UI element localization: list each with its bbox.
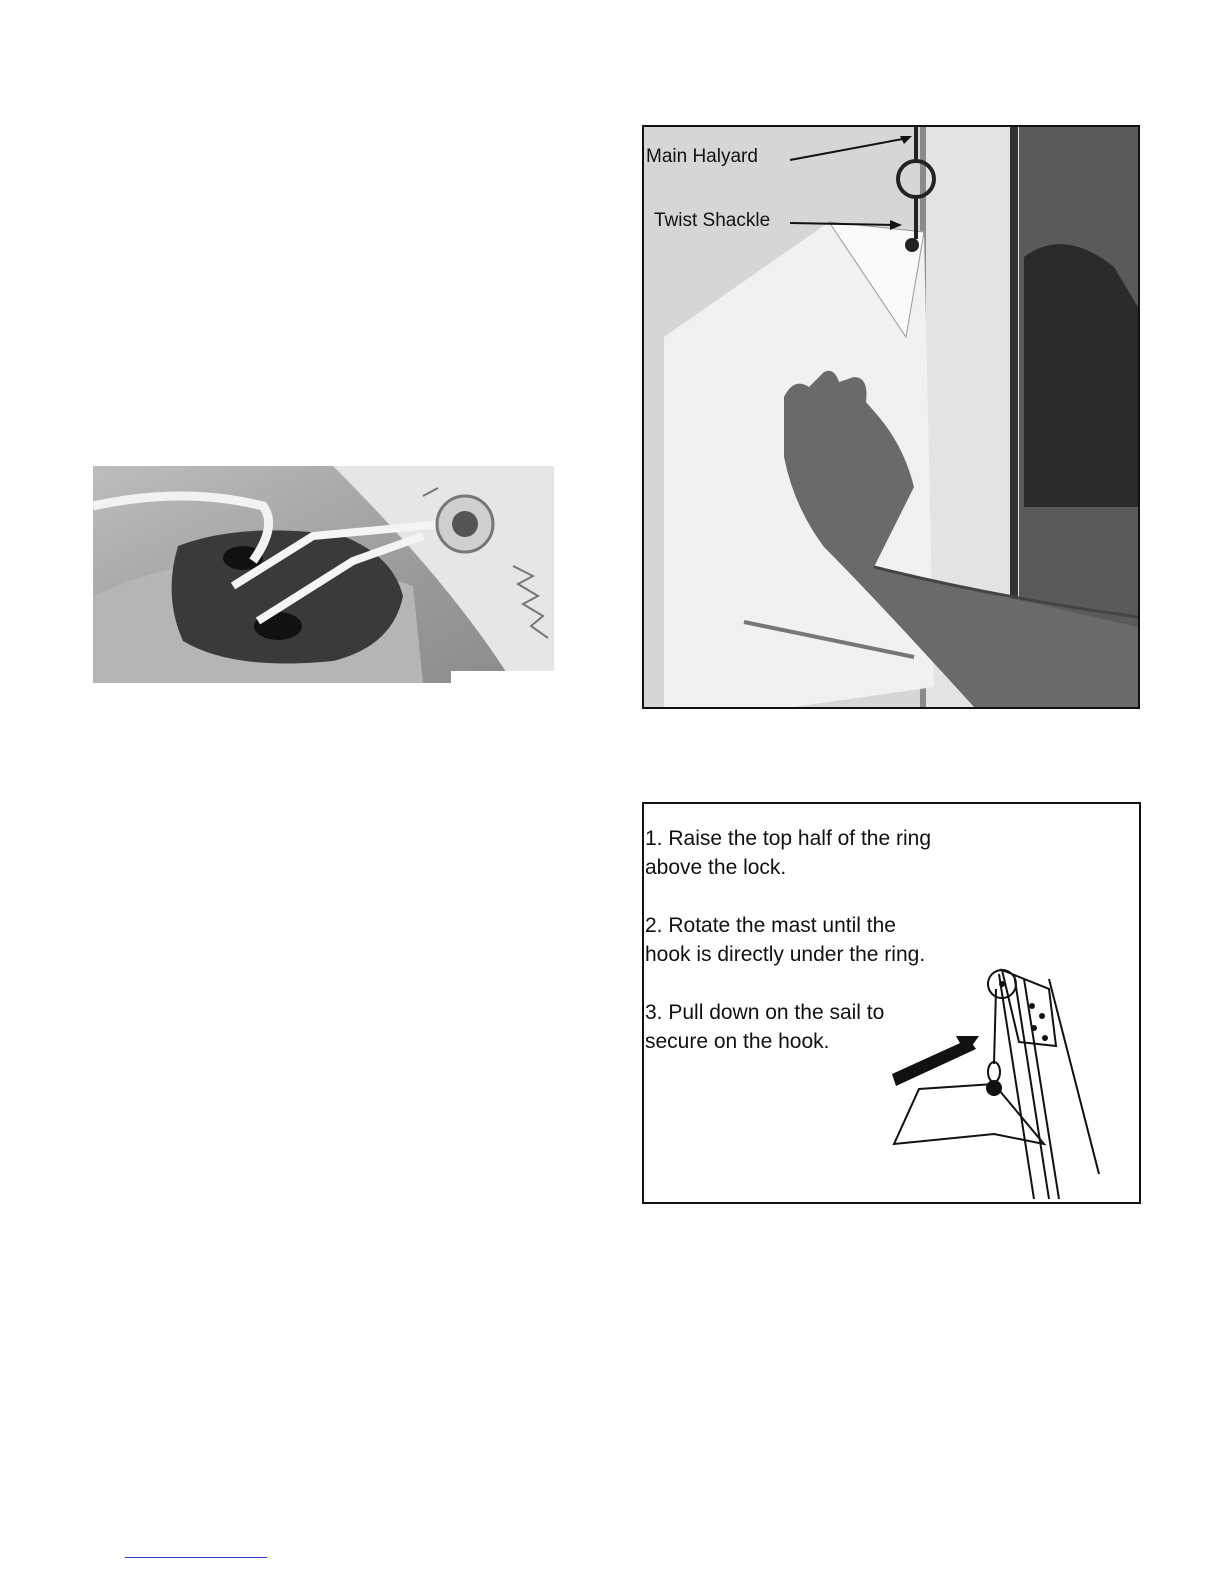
callout-arrows (780, 128, 930, 238)
step-3: 3. Pull down on the sail to secure on the hook. (645, 1001, 885, 1053)
callout-main-halyard: Main Halyard (646, 146, 758, 167)
step-1: 1. Raise the top half of the ring above the lock. (645, 827, 932, 879)
callout-twist-shackle: Twist Shackle (654, 210, 771, 231)
footnote-rule (125, 1557, 267, 1558)
hook-instructions-box (642, 802, 1141, 1204)
cleat-photo (93, 466, 554, 683)
mast-hook-drawing (884, 954, 1114, 1204)
step-2: 2. Rotate the mast until the hook is directly under the ring. (645, 914, 926, 966)
